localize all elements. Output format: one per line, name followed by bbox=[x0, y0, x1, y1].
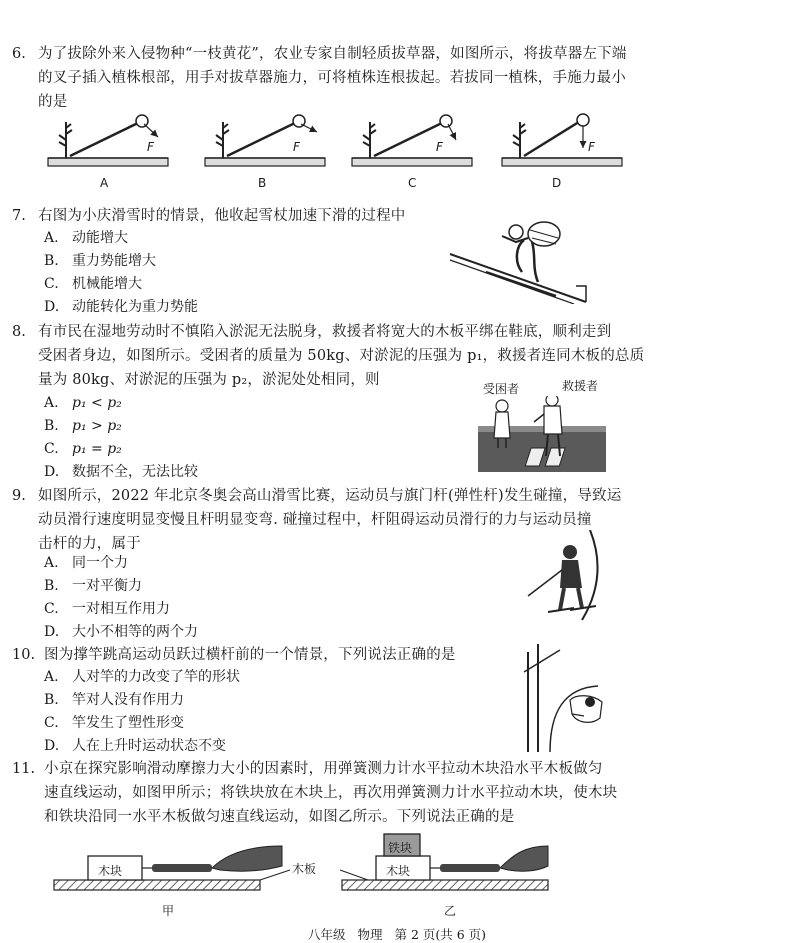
q9-option-c: C. 一对相互作用力 bbox=[44, 601, 170, 617]
q9-line-1: 如图所示，2022 年北京冬奥会高山滑雪比赛，运动员与旗门杆(弹性杆)发生碰撞，导致运 bbox=[38, 488, 622, 504]
q9-line-3: 击杆的力，属于 bbox=[38, 536, 141, 552]
q6-figure-d bbox=[502, 114, 622, 166]
q6-label-b: B bbox=[258, 176, 267, 190]
q9-option-d: D. 大小不相等的两个力 bbox=[44, 624, 198, 640]
q8-option-c: C. p₁ = p₂ bbox=[44, 441, 122, 457]
q8-mud-figure bbox=[478, 396, 606, 472]
q10-number: 10. bbox=[12, 647, 36, 663]
q11-block-right: 木块 bbox=[386, 864, 411, 878]
q7-option-d: D. 动能转化为重力势能 bbox=[44, 299, 198, 315]
q11-line-2: 速直线运动，如图甲所示；将铁块放在木块上，再次用弹簧测力计水平拉动木块，使木块 bbox=[44, 785, 618, 801]
q9-number: 9. bbox=[12, 488, 26, 504]
q6-force-d: F bbox=[588, 140, 595, 154]
q10-option-c: C. 竿发生了塑性形变 bbox=[44, 715, 184, 731]
q6-line-1: 为了拔除外来入侵物种“一枝黄花”，农业专家自制轻质拔草器，如图所示，将拔草器左下端 bbox=[38, 46, 627, 62]
q6-label-d: D bbox=[552, 176, 562, 190]
q11-line-3: 和铁块沿同一水平木板做匀速直线运动，如图乙所示。下列说法正确的是 bbox=[44, 809, 515, 825]
footer-subject: 物理 bbox=[357, 927, 383, 942]
q7-stem: 右图为小庆滑雪时的情景，他收起雪杖加速下滑的过程中 bbox=[38, 208, 406, 224]
q9-skier-figure bbox=[520, 530, 610, 622]
page-footer bbox=[0, 925, 794, 943]
q6-figure-c bbox=[352, 115, 472, 166]
q7-skier-figure bbox=[446, 212, 596, 304]
q11-number: 11. bbox=[12, 761, 36, 777]
q8-option-b: B. p₁ > p₂ bbox=[44, 418, 122, 434]
q8-option-d: D. 数据不全，无法比较 bbox=[44, 464, 198, 480]
q11-caption-jia: 甲 bbox=[162, 904, 175, 918]
q10-option-a: A. 人对竿的力改变了竿的形状 bbox=[44, 669, 240, 685]
q8-label-trapped: 受困者 bbox=[483, 382, 520, 396]
q8-line-2: 受困者身边，如图所示。受困者的质量为 50kg、对淤泥的压强为 p₁，救援者连同木板的总质 bbox=[38, 348, 645, 364]
q7-number: 7. bbox=[12, 208, 26, 224]
q11-block-left: 木块 bbox=[98, 864, 123, 878]
q6-label-a: A bbox=[100, 176, 109, 190]
q6-figure-b bbox=[205, 115, 325, 166]
footer-page: 第 2 页(共 6 页) bbox=[394, 927, 487, 942]
q9-line-2: 动员滑行速度明显变慢且杆明显变弯. 碰撞过程中，杆阻碍运动员滑行的力与运动员撞 bbox=[38, 512, 592, 528]
q8-line-1: 有市民在湿地劳动时不慎陷入淤泥无法脱身，救援者将宽大的木板平绑在鞋底，顺利走到 bbox=[38, 324, 612, 340]
q7-option-b: B. 重力势能增大 bbox=[44, 253, 156, 269]
q10-polevault-figure bbox=[520, 642, 612, 752]
q6-force-a: F bbox=[147, 140, 154, 154]
q10-stem: 图为撑竿跳高运动员跃过横杆前的一个情景，下列说法正确的是 bbox=[44, 647, 456, 663]
q10-option-d: D. 人在上升时运动状态不变 bbox=[44, 738, 226, 754]
q11-iron: 铁块 bbox=[388, 841, 413, 855]
q6-label-c: C bbox=[408, 176, 417, 190]
q11-caption-yi: 乙 bbox=[444, 904, 457, 918]
q6-force-c: F bbox=[436, 140, 443, 154]
q6-number: 6. bbox=[12, 46, 26, 62]
q8-option-a: A. p₁ < p₂ bbox=[44, 395, 122, 411]
q8-number: 8. bbox=[12, 324, 26, 340]
q10-option-b: B. 竿对人没有作用力 bbox=[44, 692, 184, 708]
q8-line-3: 量为 80kg、对淤泥的压强为 p₂，淤泥处处相同，则 bbox=[38, 372, 380, 388]
q9-option-a: A. 同一个力 bbox=[44, 555, 128, 571]
q6-force-b: F bbox=[293, 140, 300, 154]
q8-label-rescuer: 救援者 bbox=[562, 379, 599, 393]
q6-line-2: 的叉子插入植株根部，用手对拔草器施力，可将植株连根拔起。若拔同一植株，手施力最小 bbox=[38, 70, 626, 86]
q7-option-c: C. 机械能增大 bbox=[44, 276, 142, 292]
q7-option-a: A. 动能增大 bbox=[44, 230, 128, 246]
q9-option-b: B. 一对平衡力 bbox=[44, 578, 142, 594]
q11-line-1: 小京在探究影响滑动摩擦力大小的因素时，用弹簧测力计水平拉动木块沿水平木板做匀 bbox=[44, 761, 603, 777]
q11-board: 木板 bbox=[292, 862, 317, 876]
footer-grade: 八年级 bbox=[307, 927, 346, 942]
q6-line-3: 的是 bbox=[38, 94, 68, 110]
